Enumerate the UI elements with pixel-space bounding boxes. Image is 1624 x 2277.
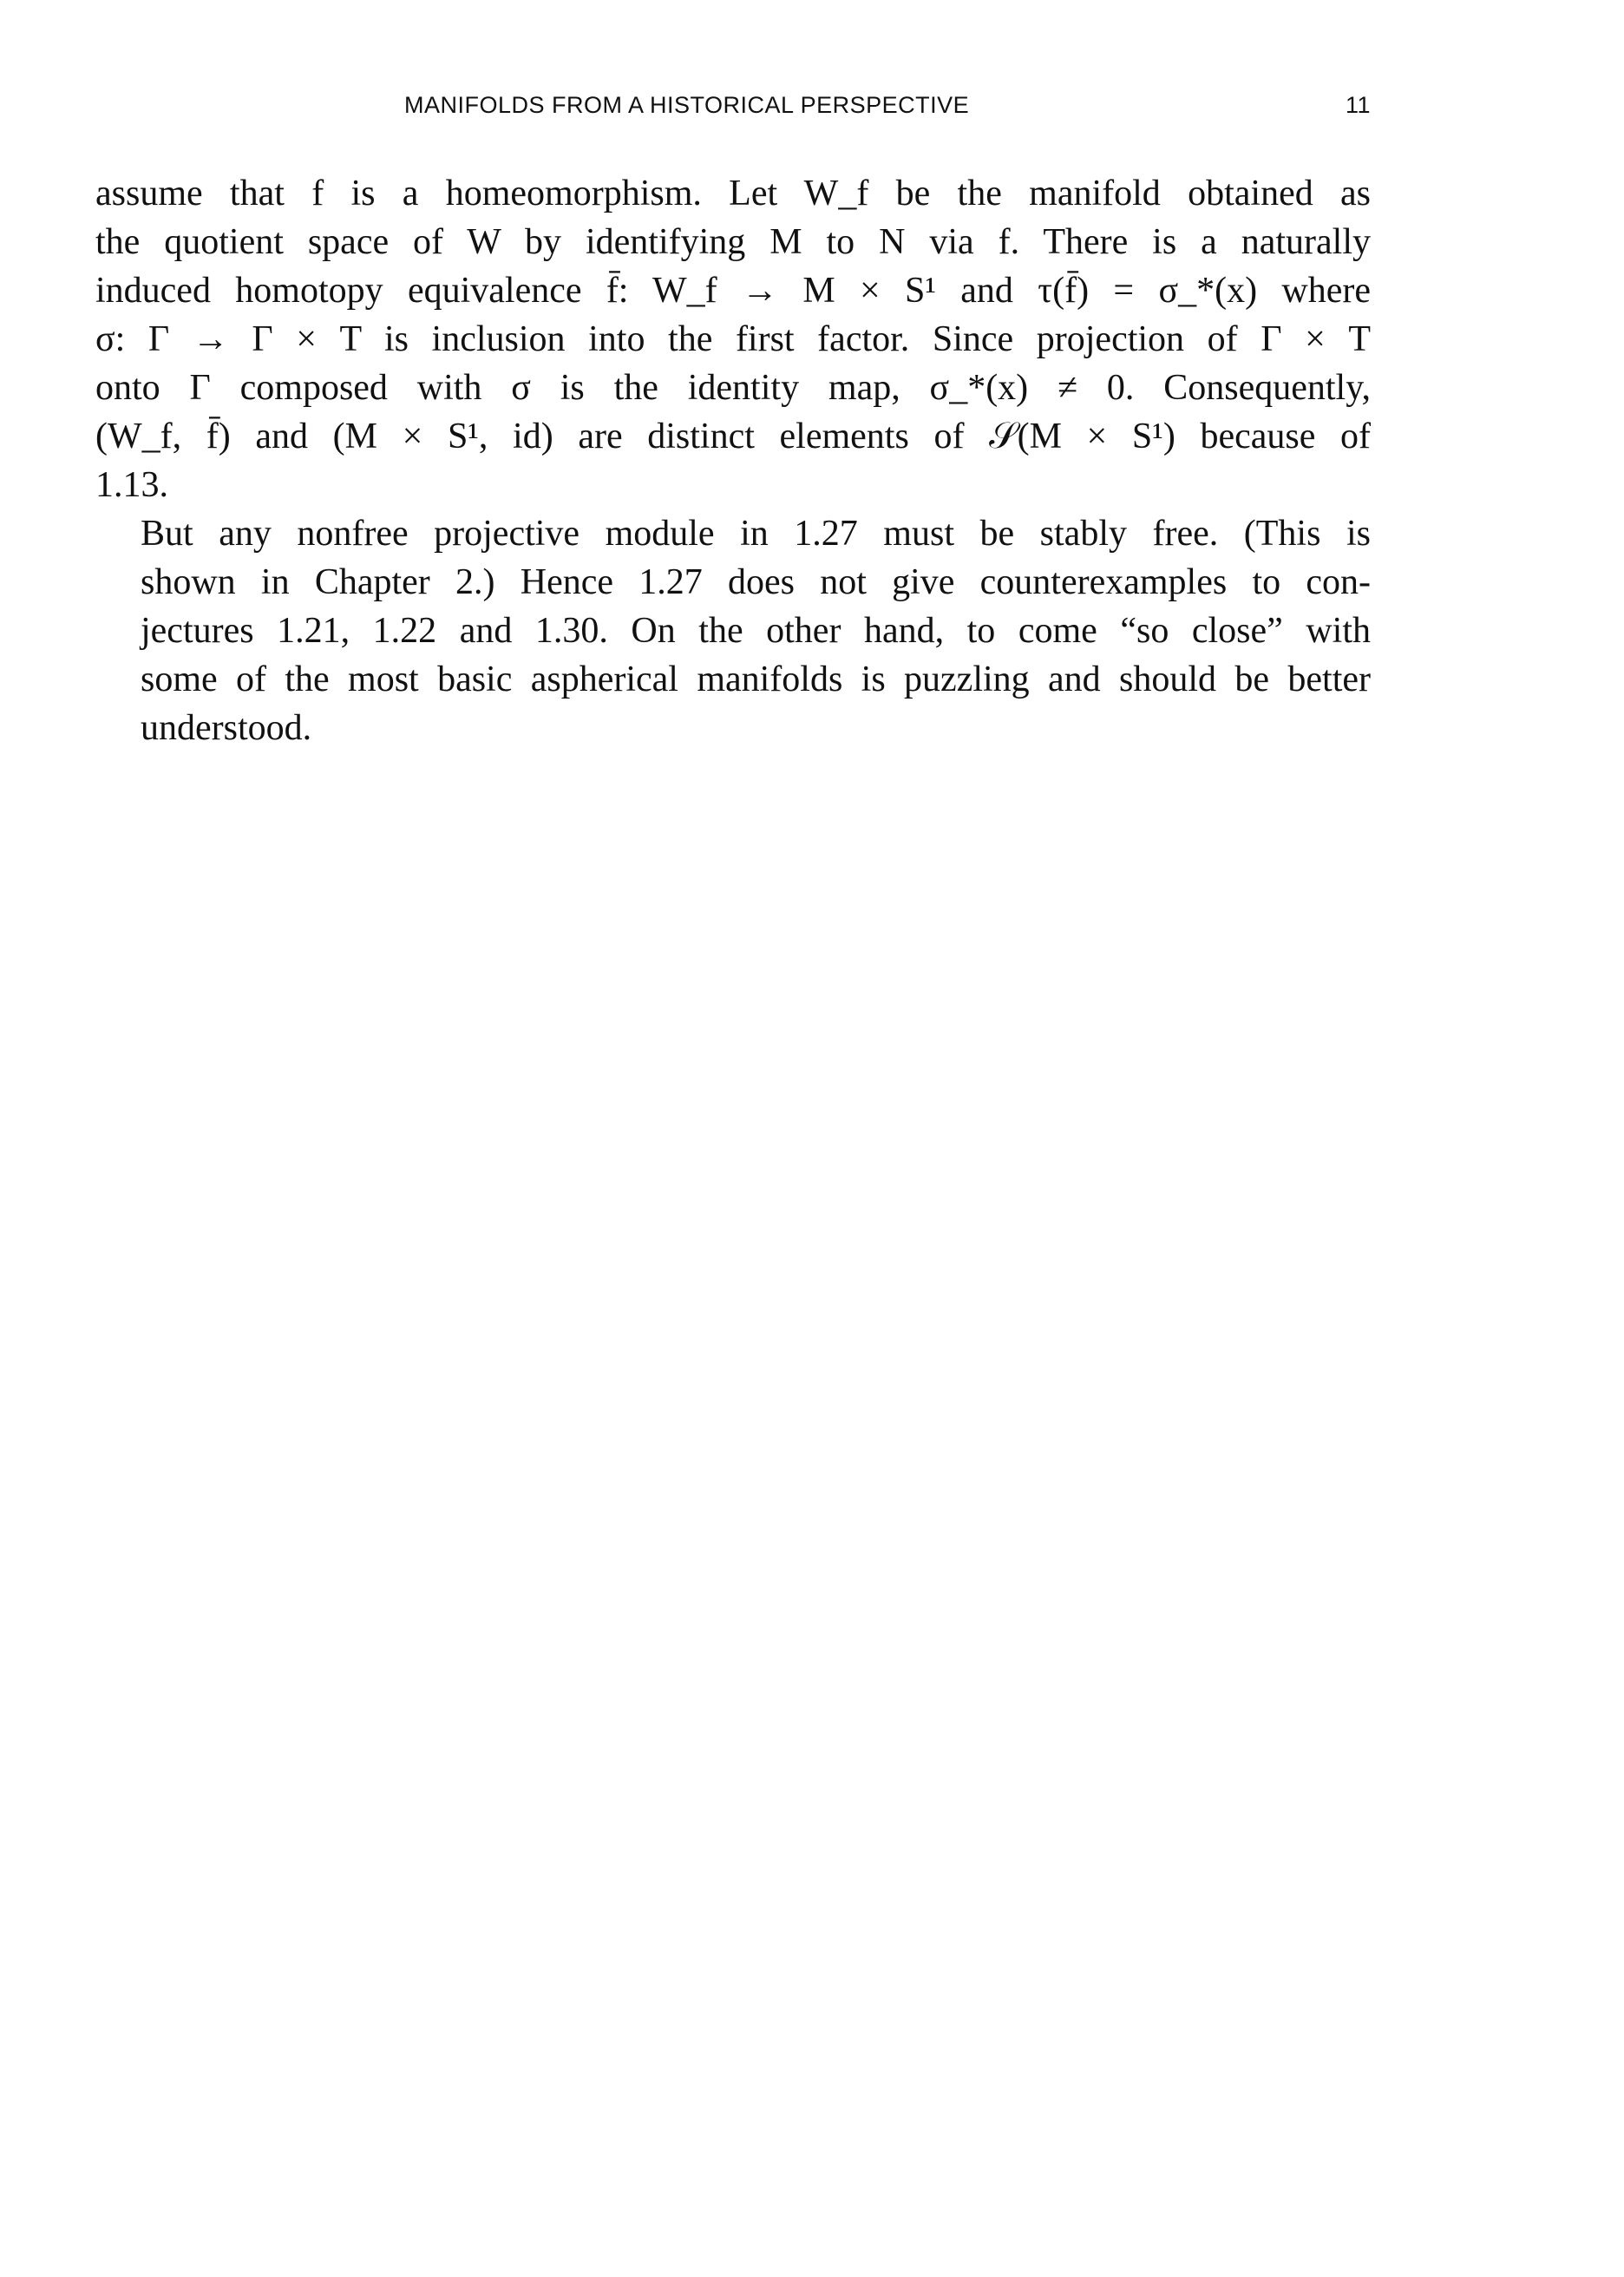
- text-line: understood.: [141, 708, 312, 748]
- text-line: induced homotopy equivalence f̄: W_f → M × S¹ and τ(f̄) = σ_*(x) where: [95, 271, 1371, 311]
- text-line: assume that f is a homeomorphism. Let W_f be the manifold obtained as: [95, 174, 1371, 213]
- text-line: (W_f, f̄) and (M × S¹, id) are distinct elements of 𝒮(M × S¹) because of: [95, 417, 1371, 456]
- text-line: shown in Chapter 2.) Hence 1.27 does not give counterexamples to con-: [141, 562, 1371, 602]
- text-line: σ: Γ → Γ × T is inclusion into the first factor. Since projection of Γ × T: [95, 319, 1371, 359]
- page-number: 11: [1345, 92, 1371, 118]
- text-line: the quotient space of W by identifying M to N via f. There is a naturally: [95, 222, 1371, 262]
- text-line: But any nonfree projective module in 1.27 must be stably free. (This is: [141, 514, 1371, 554]
- paragraph-2: [95, 509, 1371, 752]
- running-title: MANIFOLDS FROM A HISTORICAL PERSPECTIVE: [404, 92, 970, 118]
- running-header: [95, 92, 1371, 123]
- text-line: 1.13.: [95, 465, 168, 505]
- body-text: [95, 169, 1371, 752]
- paragraph-1: [95, 169, 1371, 509]
- text-line: onto Γ composed with σ is the identity map, σ_*(x) ≠ 0. Consequently,: [95, 368, 1371, 408]
- text-line: some of the most basic aspherical manifolds is puzzling and should be better: [141, 659, 1371, 699]
- text-line: jectures 1.21, 1.22 and 1.30. On the other hand, to come “so close” with: [141, 611, 1371, 651]
